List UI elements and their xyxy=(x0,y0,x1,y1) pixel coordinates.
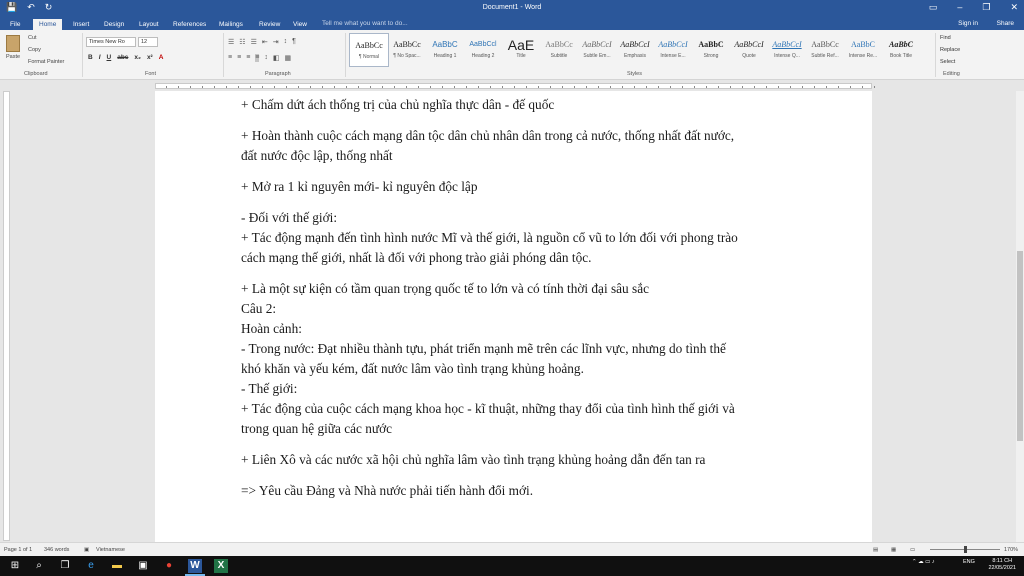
doc-paragraph[interactable]: Câu 2: xyxy=(241,301,277,316)
ruler-tick xyxy=(826,86,827,88)
borders-icon[interactable]: ▦ xyxy=(284,55,292,62)
style-subtle-reference[interactable]: AaBbCc Subtle Ref... xyxy=(811,40,839,59)
font-size-select[interactable]: 12 xyxy=(138,37,158,47)
ruler-tick xyxy=(358,86,359,88)
subscript-icon[interactable]: x₂ xyxy=(134,54,141,61)
ruler-tick xyxy=(274,86,275,88)
doc-paragraph[interactable]: trong quan hệ giữa các nước xyxy=(241,421,393,436)
title-bar xyxy=(0,0,1024,17)
doc-paragraph[interactable]: + Tác động của cuộc cách mạng khoa học - kĩ thuật, những thay đổi của tình hình thế giới và xyxy=(241,401,735,416)
ruler-tick xyxy=(730,86,731,88)
increase-indent-icon[interactable]: ⇥ xyxy=(272,39,279,46)
doc-paragraph[interactable]: + Liên Xô và các nước xã hội chủ nghĩa lâm vào tình trạng khủng hoảng dẫn đến tan ra xyxy=(241,452,706,467)
redo-icon[interactable]: ↻ xyxy=(44,2,53,12)
ruler-tick xyxy=(454,86,455,88)
find-button[interactable]: Find xyxy=(940,35,951,41)
style-intense-emphasis[interactable]: AaBbCcI Intense E... xyxy=(658,40,688,59)
italic-icon[interactable]: I xyxy=(98,54,101,61)
ruler-tick xyxy=(646,86,647,88)
show-marks-icon[interactable]: ¶ xyxy=(292,38,296,45)
style-intense-quote[interactable]: AaBbCcI Intense Q... xyxy=(772,40,802,59)
tab-references[interactable]: References xyxy=(173,21,207,28)
file-explorer-icon[interactable]: ▬ xyxy=(112,560,122,571)
paragraph-row-2 xyxy=(228,54,291,62)
shading-icon[interactable]: ◧ xyxy=(272,55,280,62)
ruler-tick xyxy=(562,86,563,88)
ruler-tick xyxy=(766,86,767,88)
ruler-tick xyxy=(814,86,815,88)
page-count[interactable]: Page 1 of 1 xyxy=(4,547,33,553)
taskbar xyxy=(0,556,1024,576)
ruler-tick xyxy=(190,86,191,88)
cut-button[interactable]: Cut xyxy=(28,35,37,41)
edge-icon[interactable]: e xyxy=(88,560,94,571)
decrease-indent-icon[interactable]: ⇤ xyxy=(261,39,268,46)
ruler-band xyxy=(155,83,872,89)
window-controls xyxy=(929,2,1018,13)
ruler-tick xyxy=(310,86,311,88)
align-right-icon[interactable]: ≡ xyxy=(246,54,251,61)
ruler-tick xyxy=(634,86,635,88)
ribbon-tabs xyxy=(0,17,1024,30)
ruler-tick xyxy=(874,86,875,88)
window-title: Document1 - Word xyxy=(482,4,542,11)
ruler-tick xyxy=(838,86,839,88)
ruler-tick xyxy=(334,86,335,88)
tell-me-input[interactable]: Tell me what you want to do... xyxy=(322,20,408,27)
line-spacing-icon[interactable]: ↕ xyxy=(264,54,268,61)
tab-file[interactable]: File xyxy=(10,21,21,28)
ruler-tick xyxy=(742,86,743,88)
close-icon[interactable]: ✕ xyxy=(1010,2,1018,12)
undo-icon[interactable]: ↶ xyxy=(27,2,35,12)
ruler-tick xyxy=(682,86,683,88)
justify-icon[interactable]: ≡ xyxy=(255,54,260,61)
print-layout-icon[interactable]: ▦ xyxy=(891,547,897,553)
ruler-tick xyxy=(262,86,263,88)
tab-view[interactable]: View xyxy=(293,21,307,28)
minimize-icon[interactable]: – xyxy=(957,2,963,12)
proofing-icon[interactable]: ▣ xyxy=(84,547,90,553)
ruler-tick xyxy=(574,86,575,88)
ruler-tick xyxy=(790,86,791,88)
ruler-tick xyxy=(322,86,323,88)
save-icon[interactable]: 💾 xyxy=(6,2,18,12)
style-book-title[interactable]: AaBbC Book Title xyxy=(888,40,913,59)
ruler-tick xyxy=(442,86,443,88)
ruler-tick xyxy=(862,86,863,88)
word-count[interactable]: 346 words xyxy=(44,547,70,553)
replace-button[interactable]: Replace xyxy=(940,47,961,53)
style-quote[interactable]: AaBbCcI Quote xyxy=(734,40,764,59)
tab-review[interactable]: Review xyxy=(259,21,281,28)
ruler-tick xyxy=(622,86,623,88)
ruler-tick xyxy=(298,86,299,88)
ruler-tick xyxy=(430,86,431,88)
format-painter-button[interactable]: Format Painter xyxy=(28,59,65,65)
doc-paragraph[interactable]: - Trong nước: Đạt nhiều thành tựu, phát triển mạnh mẽ trên các lĩnh vực, nhưng do tình thế xyxy=(241,341,726,356)
ruler-tick xyxy=(586,86,587,88)
ruler-tick xyxy=(178,86,179,88)
ruler-tick xyxy=(286,86,287,88)
bold-icon[interactable]: B xyxy=(88,54,93,61)
document-page[interactable] xyxy=(155,91,872,542)
taskbar-clock[interactable] xyxy=(988,558,1016,572)
styles-gallery xyxy=(349,33,923,67)
ruler-tick xyxy=(394,86,395,88)
web-layout-icon[interactable]: ▭ xyxy=(910,547,916,553)
sign-in-link[interactable]: Sign in xyxy=(958,20,978,27)
paste-icon[interactable] xyxy=(6,35,20,52)
bullets-icon[interactable]: ☰ xyxy=(228,39,235,46)
font-name-select[interactable]: Times New Ro xyxy=(86,37,136,47)
ruler-tick xyxy=(406,86,407,88)
ruler-tick xyxy=(370,86,371,88)
ruler-tick xyxy=(754,86,755,88)
doc-paragraph[interactable]: + Hoàn thành cuộc cách mạng dân tộc dân chủ nhân dân trong cả nước, thống nhất đất nước, xyxy=(241,128,735,143)
zoom-slider-thumb[interactable] xyxy=(964,546,967,553)
font-format-row xyxy=(88,54,163,61)
doc-paragraph[interactable]: Hoàn cảnh: xyxy=(241,321,302,336)
ruler-tick xyxy=(490,86,491,88)
word-icon[interactable]: W xyxy=(188,559,202,573)
ruler-tick xyxy=(166,86,167,88)
doc-paragraph[interactable]: đất nước độc lập, thống nhất xyxy=(241,148,393,163)
ruler-tick xyxy=(694,86,695,88)
tab-layout[interactable]: Layout xyxy=(139,21,159,28)
ribbon xyxy=(0,30,1024,80)
search-icon[interactable]: ⌕ xyxy=(36,560,42,571)
group-separator xyxy=(345,33,346,77)
ruler-tick xyxy=(418,86,419,88)
sort-icon[interactable]: ↕ xyxy=(283,38,288,45)
ruler-tick xyxy=(526,86,527,88)
ribbon-display-icon[interactable]: ▭ xyxy=(928,2,938,12)
read-mode-icon[interactable]: ▤ xyxy=(873,547,879,553)
paste-button[interactable]: Paste xyxy=(6,54,21,60)
ruler-tick xyxy=(250,86,251,88)
style-strong[interactable]: AaBbC Strong xyxy=(698,40,724,59)
ruler-tick xyxy=(478,86,479,88)
tray-icons[interactable]: ⌃ ☁ ▭ ♪ xyxy=(912,559,935,565)
ruler-tick xyxy=(802,86,803,88)
style-heading-1[interactable]: AaBbC Heading 1 xyxy=(432,40,458,59)
superscript-icon[interactable]: x² xyxy=(146,54,153,61)
group-separator xyxy=(223,33,224,77)
tab-insert[interactable]: Insert xyxy=(73,21,90,28)
font-color-icon[interactable]: A xyxy=(158,54,164,61)
ruler-tick xyxy=(502,86,503,88)
ruler-tick xyxy=(202,86,203,88)
doc-paragraph[interactable]: cách mạng thế giới, nhất là đối với phong trào giải phóng dân tộc. xyxy=(241,250,592,265)
styles-group-label: Styles xyxy=(627,71,642,77)
align-center-icon[interactable]: ≡ xyxy=(237,54,242,61)
underline-icon[interactable]: U xyxy=(106,54,112,61)
style-emphasis[interactable]: AaBbCcI Emphasis xyxy=(620,40,650,59)
chrome-icon[interactable]: ● xyxy=(165,560,173,571)
select-button[interactable]: Select xyxy=(940,59,956,65)
doc-paragraph[interactable]: - Đối với thế giới: xyxy=(241,210,338,225)
paragraph-group-label: Paragraph xyxy=(265,71,291,77)
share-button[interactable]: Share xyxy=(996,20,1014,27)
style-subtle-emphasis[interactable]: AaBbCcI Subtle Em... xyxy=(582,40,612,59)
doc-paragraph[interactable]: khó khăn và yếu kém, đất nước lâm vào tình trạng khủng hoảng. xyxy=(241,361,584,376)
restore-icon[interactable]: ❐ xyxy=(982,2,991,12)
ruler-tick xyxy=(346,86,347,88)
doc-paragraph[interactable]: + Chấm dứt ách thống trị của chủ nghĩa thực dân - đế quốc xyxy=(241,97,555,112)
strikethrough-icon[interactable]: abc xyxy=(117,54,129,61)
ruler-tick xyxy=(718,86,719,88)
group-separator xyxy=(82,33,83,77)
ruler-tick xyxy=(514,86,515,88)
font-group-label: Font xyxy=(145,71,157,77)
doc-paragraph[interactable]: - Thế giới: xyxy=(241,381,298,396)
doc-paragraph[interactable]: + Tác động mạnh đến tình hình nước Mĩ và thế giới, là nguồn cổ vũ to lớn đối với phong trào xyxy=(241,230,738,245)
copy-button[interactable]: Copy xyxy=(28,47,41,53)
horizontal-ruler[interactable] xyxy=(0,81,1024,91)
scrollbar-thumb[interactable] xyxy=(1017,251,1023,441)
ruler-tick xyxy=(214,86,215,88)
ruler-tick xyxy=(226,86,227,88)
ruler-tick xyxy=(658,86,659,88)
ruler-tick xyxy=(706,86,707,88)
ruler-tick xyxy=(598,86,599,88)
style-subtitle[interactable]: AaBbCc Subtitle xyxy=(545,40,573,59)
tab-home[interactable]: Home xyxy=(33,19,62,30)
group-separator xyxy=(935,33,936,77)
multilevel-list-icon[interactable]: ☰ xyxy=(250,39,257,46)
ruler-tick xyxy=(850,86,851,88)
language-status[interactable]: Vietnamese xyxy=(96,547,125,553)
ruler-tick xyxy=(610,86,611,88)
task-view-icon[interactable]: ❐ xyxy=(60,560,70,571)
vertical-scrollbar[interactable] xyxy=(1016,91,1024,542)
align-left-icon[interactable]: ≡ xyxy=(228,54,233,61)
style-normal[interactable]: AaBbCc ¶ Normal xyxy=(349,33,389,67)
numbering-icon[interactable]: ☷ xyxy=(239,39,246,46)
clock-date: 22/05/2021 xyxy=(988,565,1016,571)
ruler-tick xyxy=(670,86,671,88)
doc-paragraph[interactable]: => Yêu cầu Đảng và Nhà nước phải tiến hành đổi mới. xyxy=(241,483,534,498)
ruler-tick xyxy=(778,86,779,88)
doc-paragraph[interactable]: + Là một sự kiện có tầm quan trọng quốc tế to lớn và có tính thời đại sâu sắc xyxy=(241,281,650,296)
ruler-tick xyxy=(238,86,239,88)
ruler-tick xyxy=(538,86,539,88)
ruler-tick xyxy=(550,86,551,88)
clipboard-group-label: Clipboard xyxy=(24,71,48,77)
store-icon[interactable]: ▣ xyxy=(138,560,148,571)
excel-icon[interactable]: X xyxy=(214,559,228,573)
style-no-spacing[interactable]: AaBbCc ¶ No Spac... xyxy=(393,40,421,59)
doc-paragraph[interactable]: + Mở ra 1 kỉ nguyên mới- kỉ nguyên độc lập xyxy=(241,179,478,194)
ruler-tick xyxy=(382,86,383,88)
style-intense-reference[interactable]: AaBbC Intense Re... xyxy=(848,40,878,59)
style-heading-2[interactable]: AaBbCcl Heading 2 xyxy=(469,41,497,59)
paragraph-row-1 xyxy=(228,38,296,46)
tab-design[interactable]: Design xyxy=(104,21,125,28)
input-language[interactable]: ENG xyxy=(963,559,975,565)
style-title[interactable]: AaE Title xyxy=(507,37,535,59)
tab-mailings[interactable]: Mailings xyxy=(219,21,243,28)
editing-group-label: Editing xyxy=(943,71,960,77)
zoom-level[interactable]: 170% xyxy=(1004,547,1019,553)
ruler-tick xyxy=(466,86,467,88)
vertical-ruler xyxy=(3,91,10,541)
clock-time: 8:11 CH xyxy=(992,558,1013,564)
windows-start-icon[interactable]: ⊞ xyxy=(10,560,20,571)
status-bar xyxy=(0,542,1024,556)
